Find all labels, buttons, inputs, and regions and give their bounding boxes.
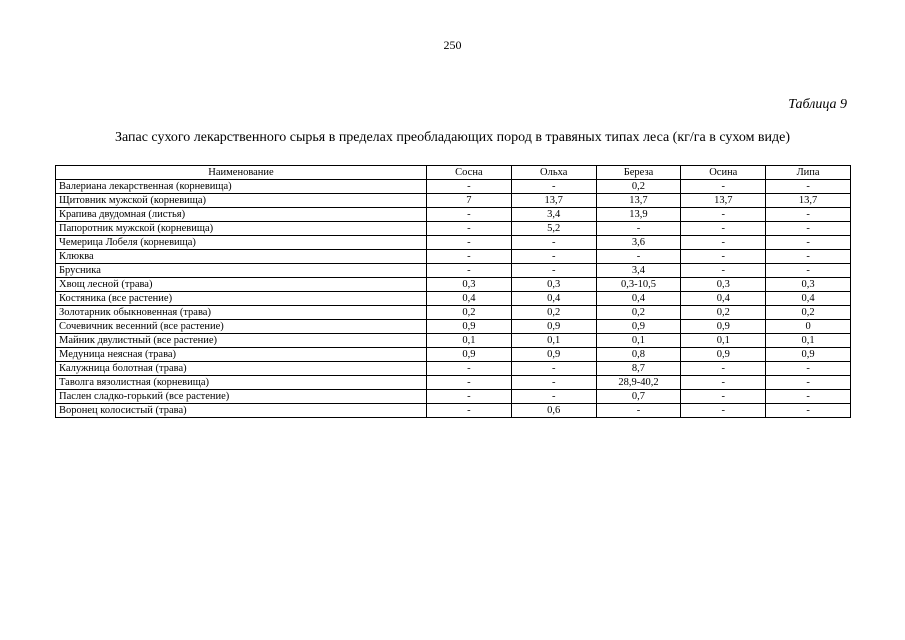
value-cell: 0 xyxy=(766,320,851,334)
value-cell: 13,7 xyxy=(681,194,766,208)
plant-name-cell: Костяника (все растение) xyxy=(56,292,427,306)
value-cell: 0,6 xyxy=(511,404,596,418)
value-cell: - xyxy=(511,264,596,278)
value-cell: - xyxy=(596,222,681,236)
value-cell: - xyxy=(427,376,512,390)
table-row xyxy=(56,362,851,376)
value-cell: - xyxy=(511,180,596,194)
value-cell: 0,3 xyxy=(766,278,851,292)
value-cell: - xyxy=(427,250,512,264)
value-cell: 0,3-10,5 xyxy=(596,278,681,292)
value-cell: - xyxy=(681,264,766,278)
table-row xyxy=(56,376,851,390)
value-cell: 0,2 xyxy=(511,306,596,320)
table-row xyxy=(56,194,851,208)
value-cell: 3,4 xyxy=(511,208,596,222)
value-cell: 0,9 xyxy=(427,320,512,334)
value-cell: 13,9 xyxy=(596,208,681,222)
value-cell: 5,2 xyxy=(511,222,596,236)
plant-name-cell: Майник двулистный (все растение) xyxy=(56,334,427,348)
table-row xyxy=(56,348,851,362)
value-cell: - xyxy=(766,208,851,222)
value-cell: 0,1 xyxy=(681,334,766,348)
plant-name-cell: Таволга вязолистная (корневища) xyxy=(56,376,427,390)
table-body xyxy=(56,180,851,418)
value-cell: 0,8 xyxy=(596,348,681,362)
value-cell: - xyxy=(511,390,596,404)
plant-name-cell: Хвощ лесной (трава) xyxy=(56,278,427,292)
value-cell: - xyxy=(596,250,681,264)
value-cell: 0,4 xyxy=(427,292,512,306)
page-number: 250 xyxy=(443,38,462,52)
table-row xyxy=(56,306,851,320)
value-cell: - xyxy=(427,264,512,278)
value-cell: - xyxy=(681,250,766,264)
value-cell: 0,9 xyxy=(681,320,766,334)
plant-name-cell: Крапива двудомная (листья) xyxy=(56,208,427,222)
value-cell: 0,4 xyxy=(511,292,596,306)
plant-name-cell: Папоротник мужской (корневища) xyxy=(56,222,427,236)
value-cell: 13,7 xyxy=(596,194,681,208)
value-cell: - xyxy=(766,376,851,390)
plant-name-cell: Валериана лекарственная (корневища) xyxy=(56,180,427,194)
value-cell: 7 xyxy=(427,194,512,208)
table-label: Таблица 9 xyxy=(788,97,847,112)
plant-name-cell: Брусника xyxy=(56,264,427,278)
value-cell: - xyxy=(427,236,512,250)
table-row xyxy=(56,180,851,194)
value-cell: - xyxy=(511,376,596,390)
value-cell: - xyxy=(766,180,851,194)
value-cell: 0,7 xyxy=(596,390,681,404)
table-row xyxy=(56,236,851,250)
table-row xyxy=(56,334,851,348)
value-cell: - xyxy=(427,404,512,418)
value-cell: 0,2 xyxy=(766,306,851,320)
table-row xyxy=(56,320,851,334)
column-header-aspen: Осина xyxy=(681,166,766,180)
value-cell: - xyxy=(427,208,512,222)
value-cell: - xyxy=(681,236,766,250)
plant-name-cell: Медуница неясная (трава) xyxy=(56,348,427,362)
value-cell: 13,7 xyxy=(511,194,596,208)
value-cell: 0,3 xyxy=(427,278,512,292)
value-cell: - xyxy=(766,250,851,264)
value-cell: - xyxy=(681,180,766,194)
value-cell: - xyxy=(766,264,851,278)
table-row xyxy=(56,208,851,222)
table-row xyxy=(56,390,851,404)
value-cell: 3,6 xyxy=(596,236,681,250)
value-cell: - xyxy=(511,362,596,376)
data-table xyxy=(55,165,851,418)
table-header-row xyxy=(56,166,851,180)
plant-name-cell: Воронец колосистый (трава) xyxy=(56,404,427,418)
value-cell: 0,2 xyxy=(681,306,766,320)
table-row xyxy=(56,278,851,292)
column-header-name: Наименование xyxy=(56,166,427,180)
value-cell: - xyxy=(511,236,596,250)
value-cell: 13,7 xyxy=(766,194,851,208)
value-cell: 0,1 xyxy=(766,334,851,348)
value-cell: - xyxy=(427,180,512,194)
plant-name-cell: Сочевичник весенний (все растение) xyxy=(56,320,427,334)
table-row xyxy=(56,264,851,278)
column-header-linden: Липа xyxy=(766,166,851,180)
value-cell: 0,2 xyxy=(596,180,681,194)
value-cell: - xyxy=(681,362,766,376)
value-cell: - xyxy=(766,390,851,404)
plant-name-cell: Паслен сладко-горький (все растение) xyxy=(56,390,427,404)
value-cell: - xyxy=(427,390,512,404)
value-cell: 0,9 xyxy=(511,348,596,362)
table-title: Запас сухого лекарственного сырья в пределах преобладающих пород в травяных типах леса (кг/га в сухом виде) xyxy=(114,130,791,145)
value-cell: - xyxy=(681,376,766,390)
value-cell: 0,1 xyxy=(427,334,512,348)
table-row xyxy=(56,222,851,236)
value-cell: 3,4 xyxy=(596,264,681,278)
value-cell: 0,4 xyxy=(766,292,851,306)
value-cell: 0,4 xyxy=(681,292,766,306)
column-header-pine: Сосна xyxy=(427,166,512,180)
value-cell: - xyxy=(681,222,766,236)
value-cell: 0,1 xyxy=(511,334,596,348)
plant-name-cell: Щитовник мужской (корневища) xyxy=(56,194,427,208)
column-header-alder: Ольха xyxy=(511,166,596,180)
column-header-birch: Береза xyxy=(596,166,681,180)
value-cell: - xyxy=(766,236,851,250)
value-cell: 0,9 xyxy=(596,320,681,334)
value-cell: - xyxy=(427,222,512,236)
value-cell: 8,7 xyxy=(596,362,681,376)
value-cell: 0,3 xyxy=(681,278,766,292)
value-cell: - xyxy=(427,362,512,376)
value-cell: 28,9-40,2 xyxy=(596,376,681,390)
value-cell: 0,2 xyxy=(427,306,512,320)
plant-name-cell: Калужница болотная (трава) xyxy=(56,362,427,376)
value-cell: 0,9 xyxy=(427,348,512,362)
value-cell: - xyxy=(681,404,766,418)
plant-name-cell: Чемерица Лобеля (корневища) xyxy=(56,236,427,250)
value-cell: 0,4 xyxy=(596,292,681,306)
value-cell: - xyxy=(681,208,766,222)
value-cell: 0,2 xyxy=(596,306,681,320)
table-row xyxy=(56,292,851,306)
value-cell: - xyxy=(596,404,681,418)
table-row xyxy=(56,404,851,418)
value-cell: 0,1 xyxy=(596,334,681,348)
value-cell: 0,9 xyxy=(766,348,851,362)
value-cell: - xyxy=(766,362,851,376)
value-cell: - xyxy=(511,250,596,264)
value-cell: 0,9 xyxy=(681,348,766,362)
value-cell: - xyxy=(766,404,851,418)
value-cell: - xyxy=(766,222,851,236)
value-cell: - xyxy=(681,390,766,404)
plant-name-cell: Клюква xyxy=(56,250,427,264)
table-row xyxy=(56,250,851,264)
plant-name-cell: Золотарник обыкновенная (трава) xyxy=(56,306,427,320)
value-cell: 0,9 xyxy=(511,320,596,334)
value-cell: 0,3 xyxy=(511,278,596,292)
